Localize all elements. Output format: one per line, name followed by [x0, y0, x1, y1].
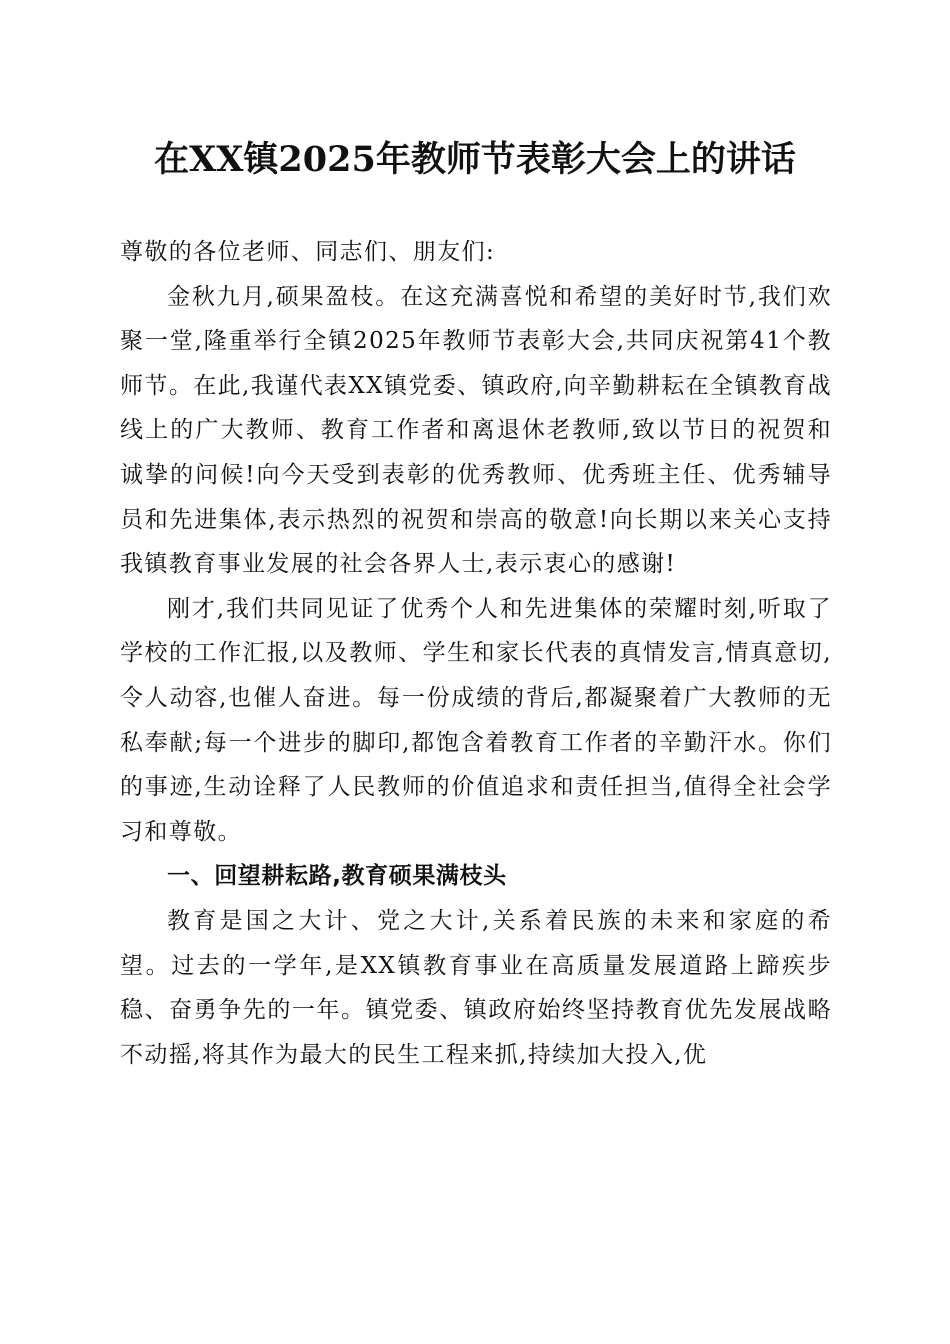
section-heading: 一、回望耕耘路,教育硕果满枝头 [167, 863, 507, 890]
document-title: 在XX镇2025年教师节表彰大会上的讲话 [154, 139, 796, 180]
paragraph-witness: 刚才,我们共同见证了优秀个人和先进集体的荣耀时刻,听取了学校的工作汇报,以及教师、学生和家长代表的真情发言,情真意切,令人动容,也催人奋进。每一份成绩的背后,都凝聚着广大教师的无私奉献;每一个进步的脚印,都饱含着教育工作者的辛勤汗水。你们的事迹,生动诠释了人民教师的价值追求和责任担当,值得全社会学习和尊敬。 [120, 595, 832, 845]
salutation: 尊敬的各位老师、同志们、朋友们: [120, 239, 496, 265]
paragraph-opening: 金秋九月,硕果盈枝。在这充满喜悦和希望的美好时节,我们欢聚一堂,隆重举行全镇2025年教师节表彰大会,共同庆祝第41个教师节。在此,我谨代表XX镇党委、镇政府,向辛勤耕耘在全镇教育战线上的广大教师、教育工作者和离退休老教师,致以节日的祝贺和诚挚的问候!向今天受到表彰的优秀教师、优秀班主任、优秀辅导员和先进集体,表示热烈的祝贺和崇高的敬意!向长期以来关心支持我镇教育事业发展的社会各界人士,表示衷心的感谢! [120, 283, 832, 578]
paragraph-section-one: 教育是国之大计、党之大计,关系着民族的未来和家庭的希望。过去的一学年,是XX镇教育事业在高质量发展道路上蹄疾步稳、奋勇争先的一年。镇党委、镇政府始终坚持教育优先发展战略不动摇,将其作为最大的民生工程来抓,持续加大投入,优 [120, 907, 832, 1068]
document-body [120, 230, 832, 1077]
